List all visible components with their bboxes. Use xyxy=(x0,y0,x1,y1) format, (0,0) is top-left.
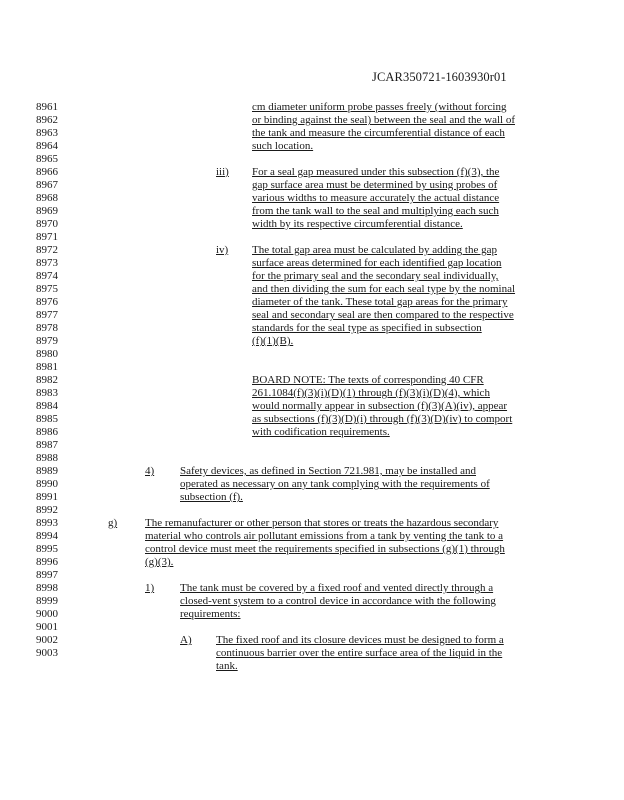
line-number: 8998 xyxy=(36,582,58,594)
board-note xyxy=(252,374,512,439)
text-line: such location. xyxy=(252,140,314,152)
text-line: BOARD NOTE: The texts of corresponding 40 CFR xyxy=(252,374,484,386)
line-number: 8976 xyxy=(36,296,58,308)
line-number: 9002 xyxy=(36,634,58,646)
text-line: The tank must be covered by a fixed roof and vented directly through a xyxy=(180,582,494,594)
item-label-1: 1) xyxy=(145,582,155,594)
text-line: material who controls air pollutant emissions from a tank by venting the tank to a xyxy=(145,530,504,542)
text-line: The remanufacturer or other person that stores or treats the hazardous secondary xyxy=(145,517,499,529)
text-line: seal and secondary seal are then compared to the respective xyxy=(252,309,514,321)
line-number: 8994 xyxy=(36,530,58,542)
document-id-header: JCAR350721-1603930r01 xyxy=(372,70,507,84)
text-line: subsection (f). xyxy=(180,491,243,503)
item-label-iii: iii) xyxy=(216,166,229,178)
line-number: 8964 xyxy=(36,140,58,152)
line-number: 8975 xyxy=(36,283,58,295)
text-line: (f)(1)(B). xyxy=(252,335,294,347)
line-number: 8982 xyxy=(36,374,58,386)
text-line: diameter of the tank. These total gap areas for the primary xyxy=(252,296,508,308)
text-line: the tank and measure the circumferential distance of each xyxy=(252,127,505,139)
text-line: requirements: xyxy=(180,608,241,620)
line-number: 8985 xyxy=(36,413,58,425)
line-number: 8979 xyxy=(36,335,58,347)
line-number: 8986 xyxy=(36,426,58,438)
text-line: tank. xyxy=(216,660,238,672)
line-number: 8968 xyxy=(36,192,58,204)
text-line: For a seal gap measured under this subsection (f)(3), the xyxy=(252,166,500,178)
text-line: standards for the seal type as specified in subsection xyxy=(252,322,482,334)
line-number: 8991 xyxy=(36,491,58,503)
item-label-A: A) xyxy=(180,634,192,646)
line-number: 8962 xyxy=(36,114,58,126)
line-number: 8969 xyxy=(36,205,58,217)
text-line: (g)(3). xyxy=(145,556,174,568)
text-line: surface areas determined for each identified gap location xyxy=(252,257,502,269)
paragraph-continuation xyxy=(252,101,515,153)
line-number: 8996 xyxy=(36,556,58,568)
line-number: 9001 xyxy=(36,621,58,633)
text-line: or binding against the seal) between the seal and the wall of xyxy=(252,114,515,126)
line-number: 8961 xyxy=(36,101,58,113)
line-number: 8999 xyxy=(36,595,58,607)
line-number: 8967 xyxy=(36,179,58,191)
paragraph-1 xyxy=(180,582,496,621)
line-number: 8980 xyxy=(36,348,58,360)
text-line: Safety devices, as defined in Section 721.981, may be installed and xyxy=(180,465,477,477)
line-number: 8977 xyxy=(36,309,58,321)
text-line: 261.1084(f)(3)(i)(D)(1) through (f)(3)(i)(D)(4), which xyxy=(252,387,490,399)
line-number: 8973 xyxy=(36,257,58,269)
text-line: cm diameter uniform probe passes freely (without forcing xyxy=(252,101,507,113)
line-number: 8984 xyxy=(36,400,58,412)
line-number: 8983 xyxy=(36,387,58,399)
line-number: 8989 xyxy=(36,465,58,477)
item-label-iv: iv) xyxy=(216,244,229,256)
line-numbers xyxy=(36,101,76,660)
line-number: 8966 xyxy=(36,166,58,178)
item-label-4: 4) xyxy=(145,465,155,477)
text-line: gap surface area must be determined by using probes of xyxy=(252,179,498,191)
line-number: 9003 xyxy=(36,647,58,659)
text-line: with codification requirements. xyxy=(252,426,390,438)
text-line: as subsections (f)(3)(D)(i) through (f)(3)(D)(iv) to comport xyxy=(252,413,513,425)
line-number: 8963 xyxy=(36,127,58,139)
line-number: 8974 xyxy=(36,270,58,282)
line-number: 8990 xyxy=(36,478,58,490)
item-label-g: g) xyxy=(108,517,118,529)
text-line: for the primary seal and the secondary seal individually, xyxy=(252,270,499,282)
text-line: various widths to measure accurately the actual distance xyxy=(252,192,500,204)
paragraph-A xyxy=(216,634,504,673)
line-number: 8978 xyxy=(36,322,58,334)
line-number: 8988 xyxy=(36,452,58,464)
line-number: 8981 xyxy=(36,361,58,373)
text-line: and then dividing the sum for each seal type by the nominal xyxy=(252,283,516,295)
text-line: The total gap area must be calculated by adding the gap xyxy=(252,244,497,256)
text-line: The fixed roof and its closure devices must be designed to form a xyxy=(216,634,504,646)
paragraph-4 xyxy=(180,465,490,504)
text-line: closed-vent system to a control device in accordance with the following xyxy=(180,595,496,607)
text-line: from the tank wall to the seal and multiplying each such xyxy=(252,205,499,217)
line-number: 8995 xyxy=(36,543,58,555)
text-line: width by its respective circumferential distance. xyxy=(252,218,463,230)
line-number: 8997 xyxy=(36,569,58,581)
text-line: continuous barrier over the entire surface area of the liquid in the xyxy=(216,647,503,659)
line-number: 8987 xyxy=(36,439,58,451)
paragraph-iii xyxy=(252,166,499,231)
text-line: would normally appear in subsection (f)(3)(A)(iv), appear xyxy=(252,400,508,412)
text-line: control device must meet the requirements specified in subsections (g)(1) through xyxy=(145,543,505,555)
line-number: 8970 xyxy=(36,218,58,230)
line-number: 8971 xyxy=(36,231,58,243)
line-number: 9000 xyxy=(36,608,58,620)
paragraph-g xyxy=(145,517,505,569)
line-number: 8992 xyxy=(36,504,58,516)
line-number: 8972 xyxy=(36,244,58,256)
text-line: operated as necessary on any tank complying with the requirements of xyxy=(180,478,490,490)
line-number: 8965 xyxy=(36,153,58,165)
line-number: 8993 xyxy=(36,517,58,529)
paragraph-iv xyxy=(252,244,515,348)
